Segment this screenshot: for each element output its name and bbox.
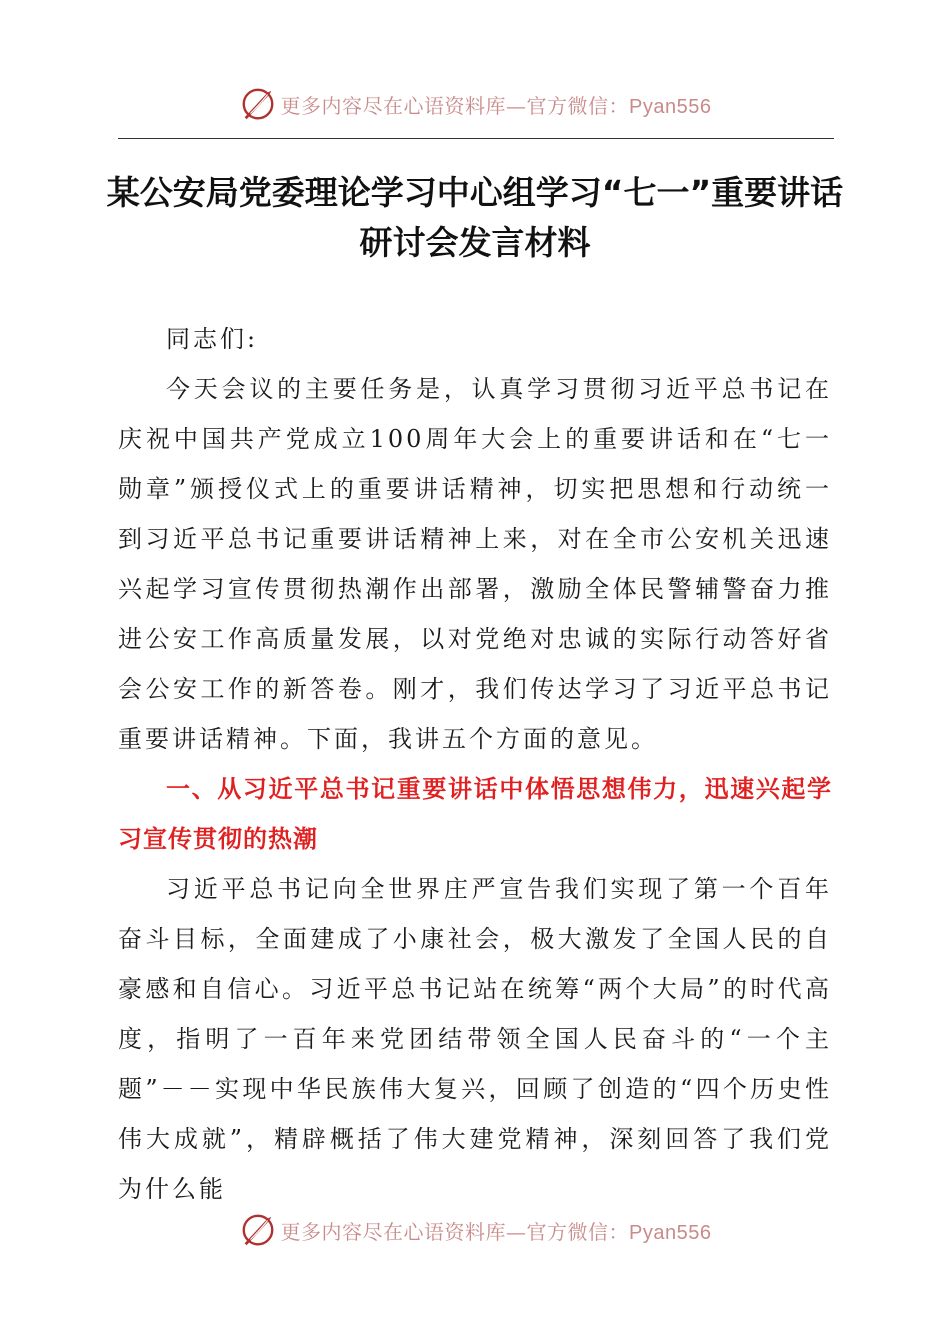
salutation: 同志们: xyxy=(166,325,259,353)
watermark-text: 更多内容尽在心语资料库—官方微信：Pyan556 xyxy=(280,1219,712,1244)
section-heading: 一、从习近平总书记重要讲话中体悟思想伟力，迅速兴起学习宣传贯彻的热潮 xyxy=(118,775,832,853)
quill-logo-icon xyxy=(239,1211,277,1249)
header-watermark xyxy=(0,82,950,126)
watermark-text: 更多内容尽在心语资料库—官方微信：Pyan556 xyxy=(280,93,712,118)
footer-watermark xyxy=(0,1208,950,1252)
quill-logo-icon xyxy=(239,85,277,123)
document-title: 某公安局党委理论学习中心组学习“七一”重要讲话研讨会发言材料 xyxy=(106,173,844,262)
paragraph: 习近平总书记向全世界庄严宣告我们实现了第一个百年奋斗目标，全面建成了小康社会，极大激发了全国人民的自豪感和自信心。习近平总书记站在统筹“两个大局”的时代高度，指明了一百年来党团结带领全国人民奋斗的“一个主题”－－实现中华民族伟大复兴，回顾了创造的“四个历史性伟大成就”，精辟概括了伟大建党精神，深刻回答了我们党为什么能 xyxy=(118,875,832,1203)
document-body xyxy=(118,314,832,1214)
header-divider xyxy=(118,138,834,139)
paragraph: 今天会议的主要任务是，认真学习贯彻习近平总书记在庆祝中国共产党成立100周年大会上的重要讲话和在“七一勋章”颁授仪式上的重要讲话精神，切实把思想和行动统一到习近平总书记重要讲话精神上来，对在全市公安机关迅速兴起学习宣传贯彻热潮作出部署，激励全体民警辅警奋力推进公安工作高质量发展，以对党绝对忠诚的实际行动答好省会公安工作的新答卷。刚才，我们传达学习了习近平总书记重要讲话精神。下面，我讲五个方面的意见。 xyxy=(118,375,832,753)
